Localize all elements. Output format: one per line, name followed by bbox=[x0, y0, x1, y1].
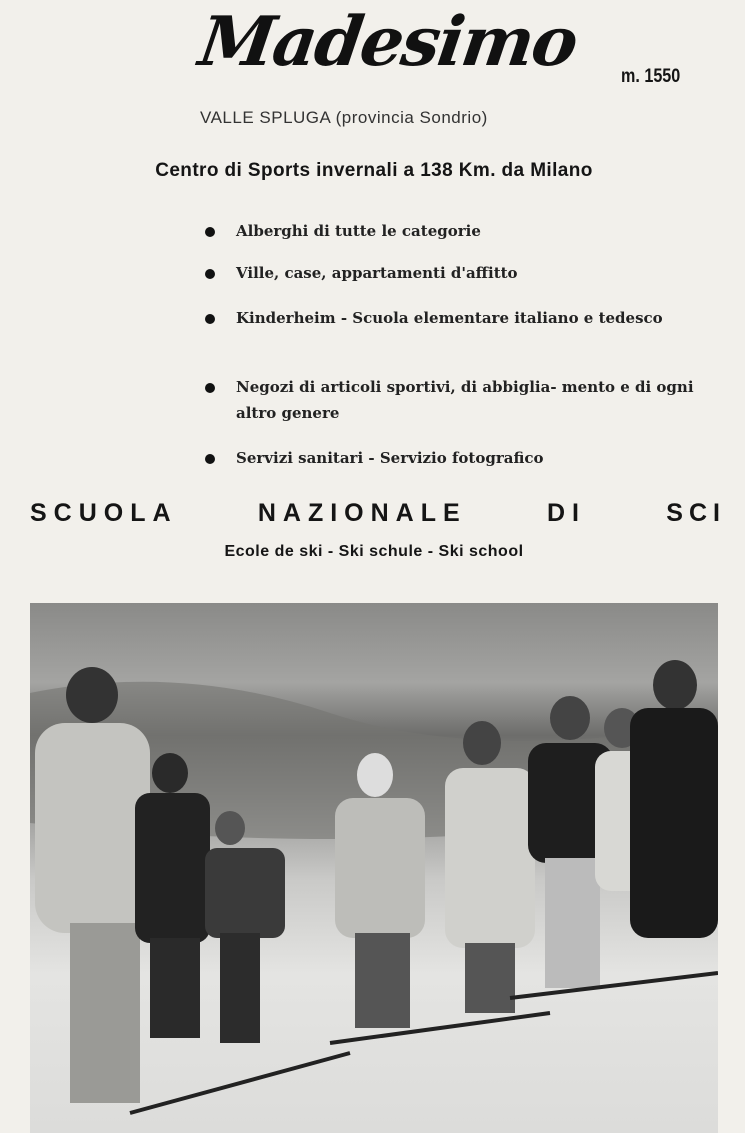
feature-item: Ville, case, appartamenti d'affitto bbox=[205, 260, 725, 286]
feature-item: Servizi sanitari - Servizio fotografico bbox=[205, 445, 725, 471]
feature-item: Alberghi di tutte le categorie bbox=[205, 218, 725, 244]
bullet-icon bbox=[205, 227, 215, 237]
school-title: SCUOLA NAZIONALE DI SCI bbox=[30, 499, 726, 527]
bullet-icon bbox=[205, 269, 215, 279]
feature-item: Negozi di articoli sportivi, di abbiglia- mento e di ogni altro genere bbox=[205, 374, 700, 426]
bullet-icon bbox=[205, 454, 215, 464]
ski-group-photo bbox=[30, 603, 718, 1133]
madesimo-logo: Madesimo bbox=[194, 2, 582, 82]
feature-item: Kinderheim - Scuola elementare italiano e tedesco bbox=[205, 305, 695, 331]
school-subtitle: Ecole de ski - Ski schule - Ski school bbox=[224, 543, 524, 560]
skiers-illustration-icon bbox=[30, 603, 718, 1133]
bullet-icon bbox=[205, 383, 215, 393]
bullet-icon bbox=[205, 314, 215, 324]
tagline: Centro di Sports invernali a 138 Km. da Milano bbox=[155, 160, 593, 181]
location: VALLE SPLUGA (provincia Sondrio) bbox=[200, 108, 488, 127]
altitude: m. 1550 bbox=[621, 66, 681, 87]
